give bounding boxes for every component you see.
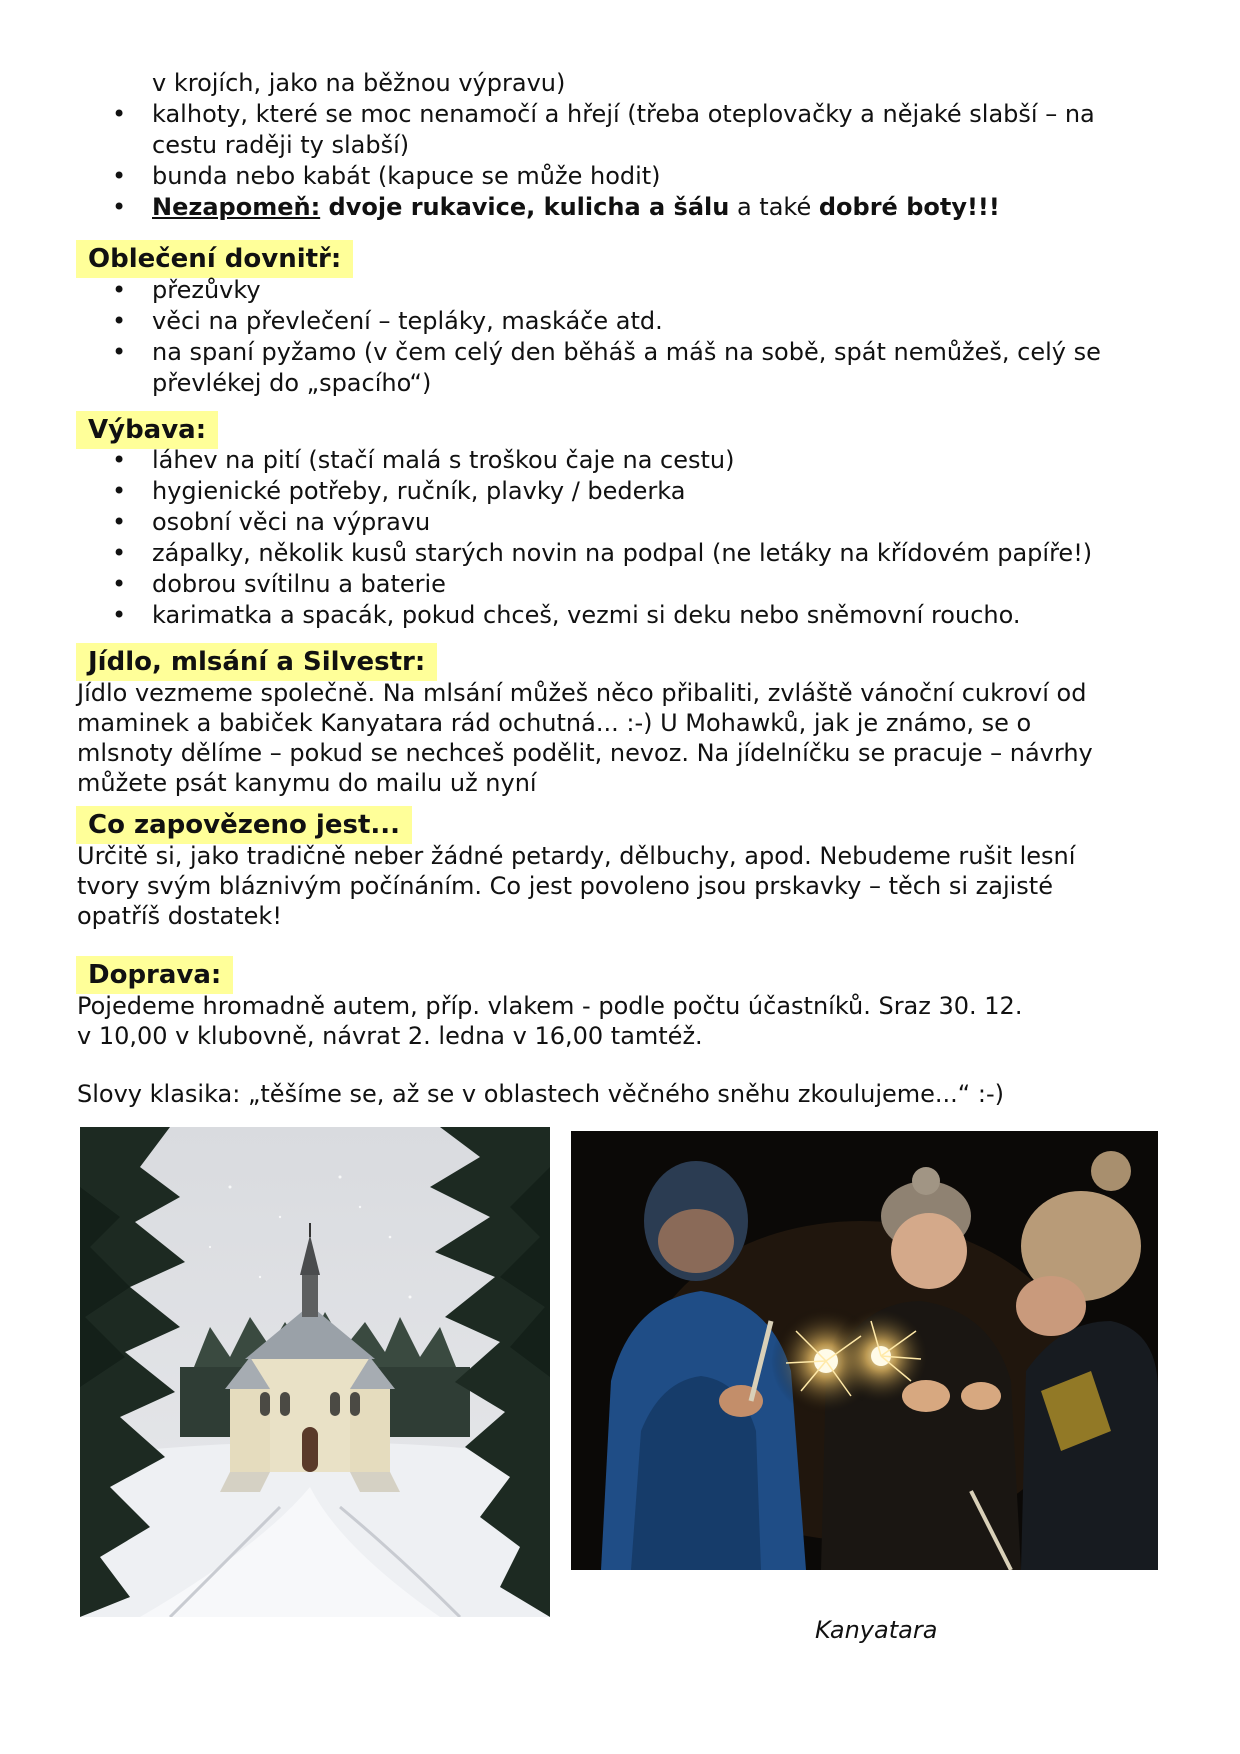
forbidden-paragraph: Určitě si, jako tradičně neber žádné petardy, dělbuchy, apod. Nebudeme rušit lesní tvory svým bláznivým počínáním. Co jest povoleno jsou prskavky – těch si zajisté opatříš dostatek! <box>77 842 1076 930</box>
list-item: • dobrou svítilnu a baterie <box>112 570 446 598</box>
list-item: • kalhoty, které se moc nenamočí a hřejí (třeba oteplovačky a nějaké slabší – na <box>112 100 1095 128</box>
indoor-list <box>104 275 1164 368</box>
photo-caption: Kanyatara <box>815 1616 938 1644</box>
list-item-continuation: převlékej do „spacího“) <box>152 369 432 397</box>
reminder-boots: dobré boty!!! <box>818 193 1000 221</box>
closing-quote: Slovy klasika: „těšíme se, až se v oblastech věčného sněhu zkoulujeme...“ :-) <box>77 1080 1004 1108</box>
transport-paragraph: Pojedeme hromadně autem, příp. vlakem - podle počtu účastníků. Sraz 30. 12. v 10,00 v klubovně, návrat 2. ledna v 16,00 tamtéž. <box>77 992 1023 1050</box>
bullet-icon: • <box>112 601 127 629</box>
list-item-continuation: cestu raději ty slabší) <box>152 131 410 159</box>
list-item: • bunda nebo kabát (kapuce se může hodit) <box>112 162 661 190</box>
list-item: • na spaní pyžamo (v čem celý den běháš a máš na sobě, spát nemůžeš, celý se <box>112 338 1101 366</box>
list-item: • přezůvky <box>112 276 261 304</box>
list-item: • osobní věci na výpravu <box>112 508 431 536</box>
reminder-gloves: dvoje rukavice, kulicha a šálu <box>320 193 730 221</box>
section-heading-indoor: Oblečení dovnitř: <box>76 240 353 278</box>
list-item: • zápalky, několik kusů starých novin na podpal (ne letáky na křídovém papíře!) <box>112 539 1093 567</box>
clothing-outer-list <box>104 99 1164 130</box>
bullet-icon: • <box>112 570 127 598</box>
reminder-label: Nezapomeň: <box>152 193 321 221</box>
bullet-icon: • <box>112 539 127 567</box>
list-item: • karimatka a spacák, pokud chceš, vezmi si deku nebo sněmovní roucho. <box>112 601 1021 629</box>
section-heading-transport: Doprava: <box>76 956 233 994</box>
bullet-icon: • <box>112 193 127 221</box>
sparklers-photo <box>571 1131 1158 1570</box>
bullet-icon: • <box>112 100 127 128</box>
church-photo <box>80 1127 550 1617</box>
bullet-icon: • <box>112 446 127 474</box>
bullet-icon: • <box>112 508 127 536</box>
list-item: • láhev na pití (stačí malá s troškou čaje na cestu) <box>112 446 735 474</box>
bullet-icon: • <box>112 162 127 190</box>
intro-line: v krojích, jako na běžnou výpravu) <box>152 69 566 97</box>
section-heading-gear: Výbava: <box>76 411 218 449</box>
bullet-icon: • <box>112 338 127 366</box>
section-heading-food: Jídlo, mlsání a Silvestr: <box>76 643 437 681</box>
clothing-outer-list-2 <box>104 161 1164 223</box>
bullet-icon: • <box>112 477 127 505</box>
bullet-icon: • <box>112 276 127 304</box>
list-item: • věci na převlečení – tepláky, maskáče atd. <box>112 307 663 335</box>
reminder-item: • Nezapomeň: dvoje rukavice, kulicha a šálu a také dobré boty!!! <box>112 193 1000 221</box>
section-heading-forbidden: Co zapovězeno jest... <box>76 806 412 844</box>
food-paragraph: Jídlo vezmeme společně. Na mlsání můžeš něco přibaliti, zvláště vánoční cukroví od maminek a babiček Kanyatara rád ochutná... :-) U Mohawků, jak je známo, se o mlsnoty dělíme – pokud se nechceš podělit, nevoz. Na jídelníčku se pracuje – návrhy můžete psát kanymu do mailu už nyní <box>77 679 1093 797</box>
gear-list <box>104 445 1164 631</box>
bullet-icon: • <box>112 307 127 335</box>
list-item: • hygienické potřeby, ručník, plavky / bederka <box>112 477 686 505</box>
